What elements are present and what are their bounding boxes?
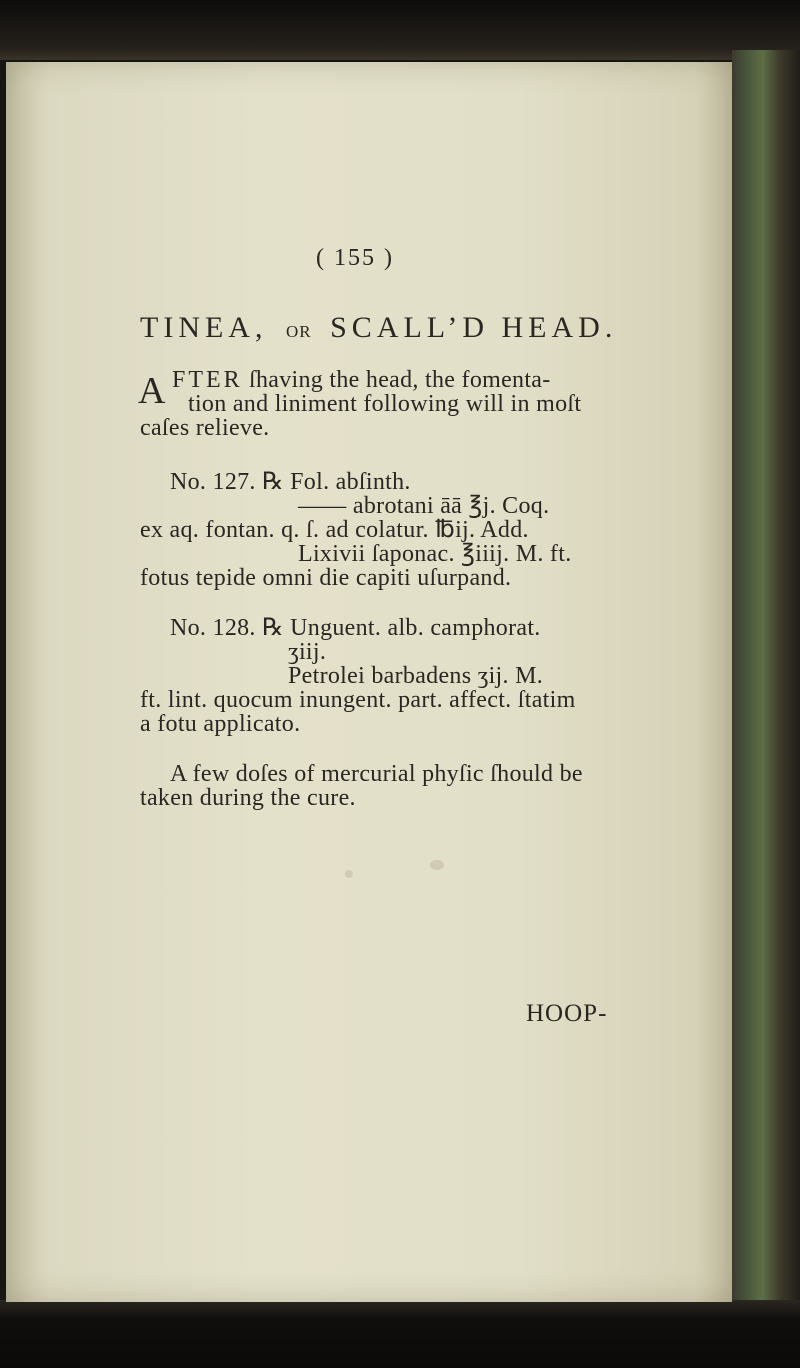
foxing-spot — [430, 860, 444, 870]
top-binding — [0, 0, 800, 60]
paragraph-line: A few doſes of mercurial phyſic ſhould be — [170, 761, 583, 787]
paragraph-line: taken during the cure. — [140, 785, 356, 811]
recipe-line: ft. lint. quocum inungent. part. affect. ſtatim — [140, 687, 576, 713]
recipe-line: fotus tepide omni die capiti uſurpand. — [140, 565, 512, 591]
catchword: HOOP- — [526, 1000, 608, 1027]
recipe-line: a fotu applicato. — [140, 711, 301, 737]
bottom-binding — [0, 1300, 800, 1368]
drop-cap: A — [138, 370, 166, 412]
recipe-line: Petrolei barbadens ʒij. M. — [288, 663, 544, 689]
title-part-b: SCALL’D HEAD. — [330, 311, 618, 344]
title-or: OR — [285, 322, 312, 341]
title-part-a: TINEA, — [140, 311, 268, 344]
paragraph-line-tail: ſhaving the head, the fomenta- — [242, 367, 551, 393]
small-caps-word: FTER — [172, 367, 243, 393]
recipe-line: No. 128. ℞ Unguent. alb. camphorat. — [170, 615, 541, 641]
paragraph-line: caſes relieve. — [140, 415, 270, 441]
foxing-spot — [345, 870, 353, 878]
book-spine — [732, 50, 800, 1320]
recipe-line: Lixivii ſaponac. ℥iiij. M. ft. — [298, 541, 572, 567]
paragraph-line: tion and liniment following will in moſt — [188, 391, 582, 417]
recipe-line: ʒiij. — [288, 639, 327, 665]
recipe-line: ex aq. fontan. q. ſ. ad colatur. ℔ij. Add. — [140, 517, 529, 543]
page-number: ( 155 ) — [316, 245, 394, 271]
paragraph-line — [172, 368, 551, 392]
chapter-title — [140, 311, 618, 344]
recipe-line: —— abrotani āā ℥j. Coq. — [298, 493, 550, 519]
recipe-line: No. 127. ℞ Fol. abſinth. — [170, 469, 411, 495]
